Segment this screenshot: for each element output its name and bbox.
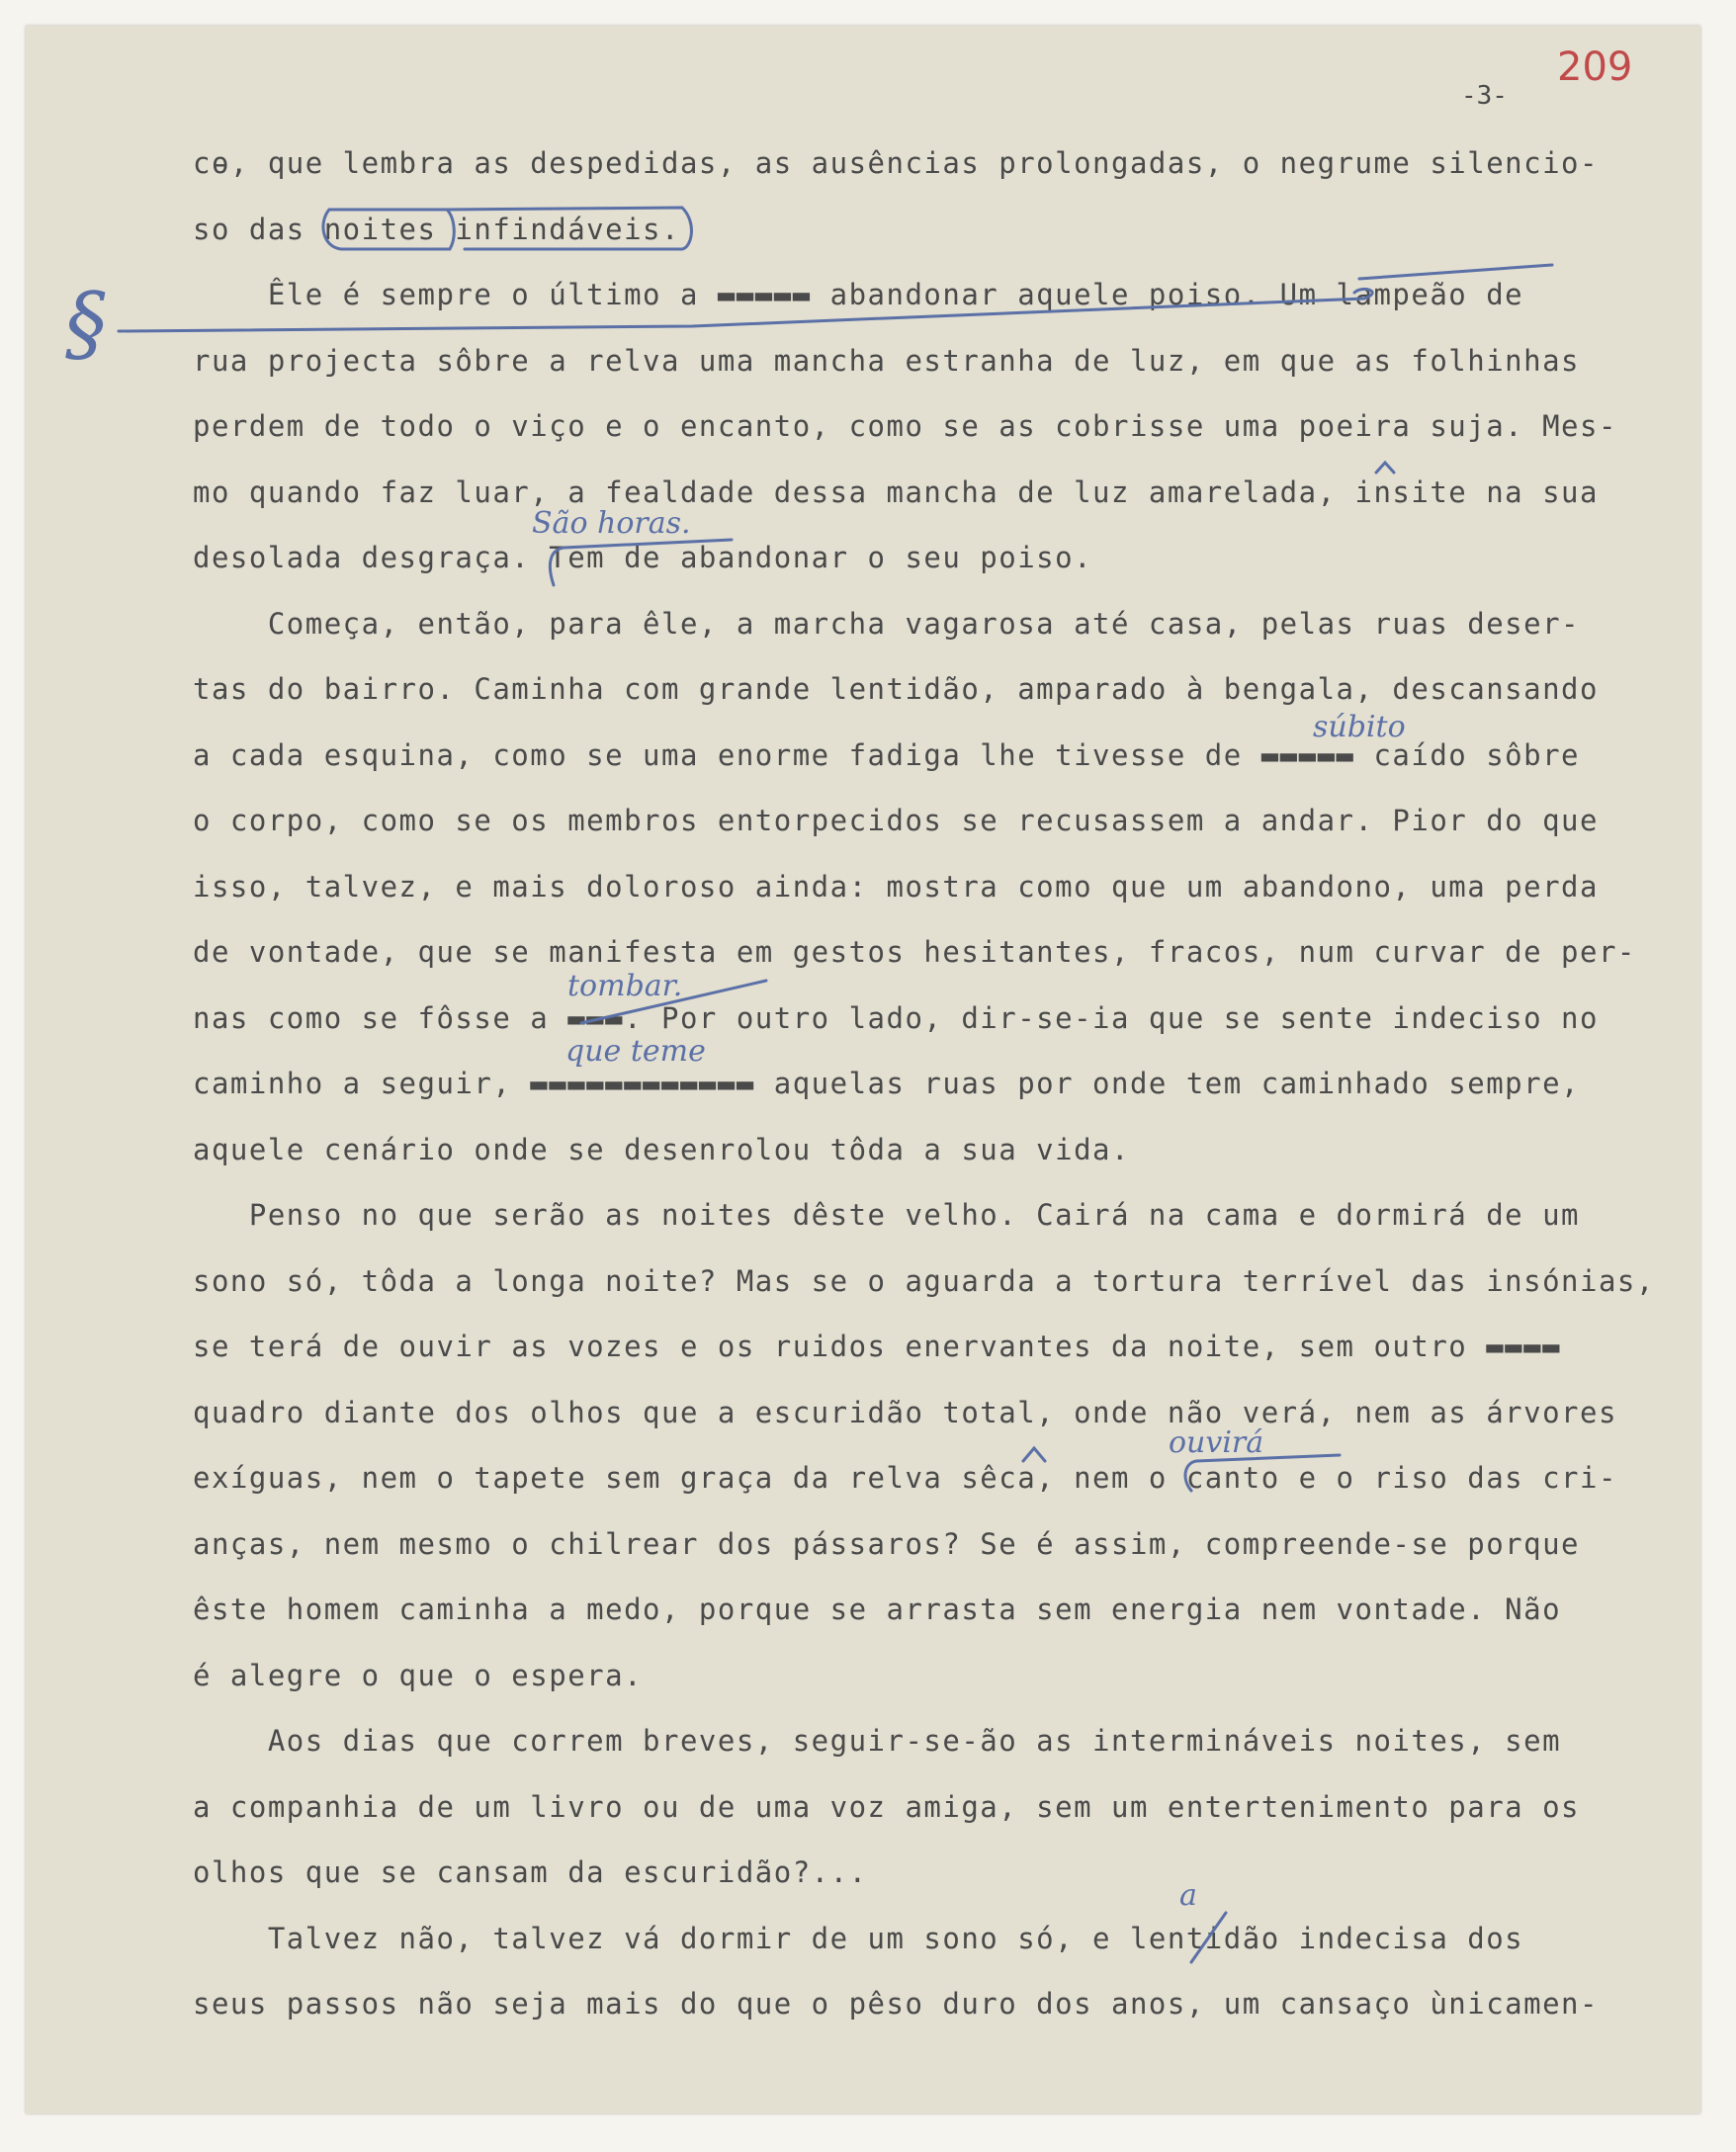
- circle-infindaveis: [447, 208, 691, 249]
- insertion-tombar: tombar.: [567, 969, 683, 1003]
- text-line: anças, nem mesmo o chilrear dos pássaros? Se é assim, compreende-se porque: [193, 1526, 1581, 1561]
- text-line: Talvez não, talvez vá dormir de um sono só, e lentidão indecisa dos: [193, 1921, 1524, 1955]
- bracket-o-canto: [1185, 1455, 1340, 1491]
- text-line: quadro diante dos olhos que a escuridão total, onde não verá, nem as árvores: [193, 1395, 1617, 1429]
- insertion-ouvira: ouvirá: [1169, 1425, 1264, 1460]
- insertion-sao-horas: São horas.: [532, 506, 691, 541]
- text-line: olhos que se cansam da escuridão?...: [193, 1855, 868, 1889]
- text-line: tas do bairro. Caminha com grande lentidão, amparado à bengala, descansando: [193, 672, 1599, 706]
- paragraph-bracket-top: [1359, 265, 1552, 279]
- text-line: Aos dias que correm breves, seguir-se-ão as intermináveis noites, sem: [193, 1724, 1562, 1758]
- text-line: mo quando faz luar, a fealdade dessa mancha de luz amarelada, insite na sua: [193, 474, 1599, 509]
- text-line: caminho a seguir, ▬▬▬▬▬▬▬▬▬▬▬▬ aquelas ruas por onde tem caminhado sempre,: [193, 1067, 1581, 1100]
- caret-insite: [1376, 463, 1394, 473]
- text-line: Êle é sempre o último a ▬▬▬▬▬ abandonar aquele poiso. Um lampeão de: [193, 278, 1524, 311]
- text-line: sono só, tôda a longa noite? Mas se o aguarda a tortura terrível das insónias,: [193, 1263, 1655, 1298]
- caret-seca: [1023, 1448, 1045, 1461]
- insertion-subito: súbito: [1313, 710, 1406, 744]
- text-line: é alegre o que o espera.: [193, 1658, 644, 1692]
- text-line: de vontade, que se manifesta em gestos hesitantes, fracos, num curvar de per-: [193, 935, 1636, 969]
- strike-tombar-line: [581, 981, 766, 1023]
- typed-page-number: -3-: [1461, 81, 1508, 111]
- text-line: a companhia de um livro ou de uma voz amiga, sem um entertenimento para os: [193, 1789, 1581, 1824]
- insertion-a: a: [1179, 1878, 1197, 1913]
- text-line: Começa, então, para êle, a marcha vagarosa até casa, pelas ruas deser-: [193, 606, 1581, 641]
- text-line: o corpo, como se os membros entorpecidos se recusassem a andar. Pior do que: [193, 804, 1599, 837]
- handwritten-page-number: 209: [1557, 44, 1633, 90]
- paragraph-break-line: [119, 289, 1372, 331]
- text-line: so das noites infindáveis.: [193, 212, 680, 246]
- circle-noites: [323, 210, 454, 249]
- text-line: perdem de todo o viço e o encanto, como se as cobrisse uma poeira suja. Mes-: [193, 409, 1617, 443]
- insertion-que-teme: que teme: [565, 1034, 706, 1069]
- text-line: se terá de ouvir as vozes e os ruidos enervantes da noite, sem outro ▬▬▬▬: [193, 1330, 1562, 1363]
- text-line: êste homem caminha a medo, porque se arrasta sem energia nem vontade. Não: [193, 1592, 1562, 1626]
- text-line: exíguas, nem o tapete sem graça da relva sêca, nem o canto e o riso das cri-: [193, 1461, 1617, 1495]
- text-line: Penso no que serão as noites dêste velho. Cairá na cama e dormirá de um: [193, 1198, 1581, 1232]
- insert-slash-a: [1191, 1913, 1226, 1962]
- text-line: cɵ, que lembra as despedidas, as ausências prolongadas, o negrume silencio-: [193, 146, 1599, 180]
- section-mark: §: [65, 275, 107, 372]
- text-line: nas como se fôsse a ▬▬▬. Por outro lado, dir-se-ia que se sente indeciso no: [193, 1000, 1599, 1035]
- text-line: aquele cenário onde se desenrolou tôda a sua vida.: [193, 1132, 1130, 1166]
- text-line: a cada esquina, como se uma enorme fadiga lhe tivesse de ▬▬▬▬▬ caído sôbre: [193, 737, 1581, 772]
- text-line: desolada desgraça. Tem de abandonar o seu poiso.: [193, 541, 1093, 574]
- text-line: rua projecta sôbre a relva uma mancha estranha de luz, em que as folhinhas: [193, 343, 1581, 378]
- text-line: seus passos não seja mais do que o pêso duro dos anos, um cansaço ùnicamen-: [193, 1987, 1599, 2021]
- paragraph-bracket-lower: [550, 540, 732, 585]
- text-line: isso, talvez, e mais doloroso ainda: mostra como que um abandono, uma perda: [193, 869, 1599, 904]
